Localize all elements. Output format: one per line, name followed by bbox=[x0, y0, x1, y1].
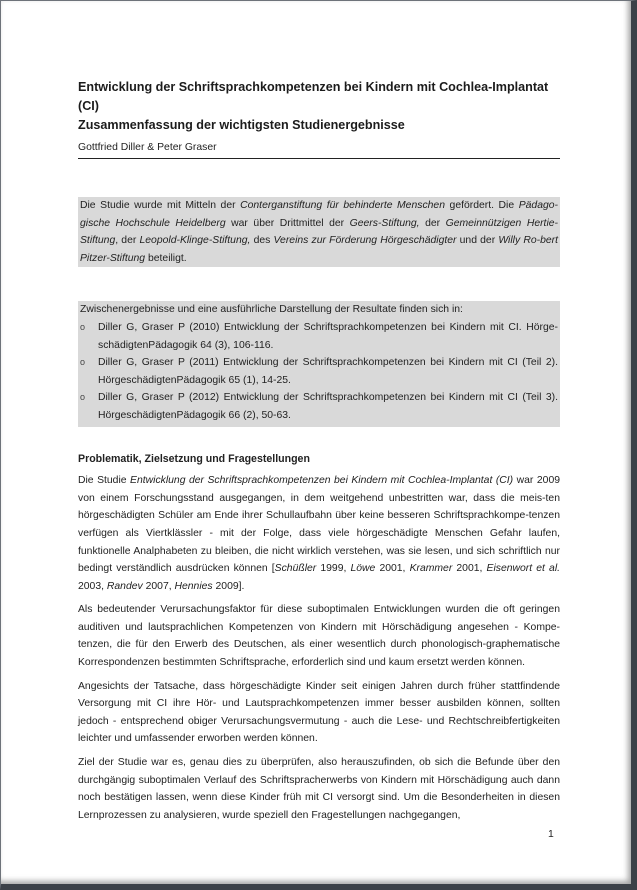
references-box bbox=[78, 301, 560, 426]
funding-sponsor: Pädago-gische Hochschule Heidelberg bbox=[80, 200, 558, 229]
bullet-icon: o bbox=[80, 392, 86, 403]
reference-item bbox=[80, 389, 558, 424]
reference-item bbox=[80, 319, 558, 354]
paragraph-4: Ziel der Studie war es, genau dies zu überprüfen, also herauszufinden, ob sich die Befunde über den durchgängig suboptimalen Verlauf des Schriftspracherwerbs von Kindern mit Hörschädigung auch dann noch bestätigen lassen, wenn diese Kinder früh mit CI versorgt sind. Um die Besonderheiten in diesen Lernprozessen zu analysieren, wurde speziell den Fragestellungen nachgegangen, bbox=[78, 757, 560, 821]
funding-text: des bbox=[250, 235, 274, 247]
reference-item bbox=[80, 354, 558, 389]
funding-sponsor: Willy Ro-bert Pitzer-Stiftung bbox=[80, 235, 558, 264]
funding-sponsor: Geers-Stiftung, bbox=[349, 217, 420, 229]
paragraph-text: 2001, bbox=[375, 563, 410, 575]
title-line-2: Zusammenfassung der wichtigsten Studienergebnisse bbox=[78, 118, 405, 132]
citation-author: Randev bbox=[106, 580, 143, 592]
funding-text: und der bbox=[456, 235, 499, 247]
page-number: 1 bbox=[548, 829, 554, 840]
funding-text: gefördert. Die bbox=[444, 200, 519, 211]
citation-author: Hennies bbox=[174, 580, 213, 592]
paragraph-text: war 2009 von einem Forschungsstand ausgegangen, in dem weitgehend unbestritten war, dass die meis-ten hörgeschädigten Schüler am Ende ihrer Schullaufbahn über keine besseren Schriftsprachkompe-tenzen verfügen als Viertklässler - mit der Folge, dass viele hörgeschädigte Menschen Gefahr laufen, funktionelle Analphabeten zu bleiben, die nicht wirklich verstehen, was sie lesen, und sich schriftlich nur bedingt verständlich ausdrücken können [ bbox=[78, 475, 561, 575]
paragraph-text: 2009]. bbox=[212, 580, 245, 592]
section-heading: Problematik, Zielsetzung und Fragestellungen bbox=[78, 452, 310, 465]
references-intro: Zwischenergebnisse und eine ausführliche Darstellung der Resultate finden sich in: bbox=[80, 304, 463, 316]
reference-text: Diller G, Graser P (2012) Entwicklung der Schriftsprachkompetenzen bei Kindern mit CI (Teil 3). HörgeschädigtenPädagogik 66 (2), 50-63. bbox=[98, 392, 558, 421]
funding-sponsor: Gemeinnützigen Hertie-Stiftung bbox=[80, 217, 558, 247]
paragraph-text: 2007, bbox=[142, 580, 175, 592]
citation-author: Eisenwort et al. bbox=[486, 563, 561, 575]
citation-author: Löwe bbox=[350, 563, 376, 575]
reference-text: Diller G, Graser P (2011) Entwicklung der Schriftsprachkompetenzen bei Kindern mit CI (Teil 2). HörgeschädigtenPädagogik 65 (1), 14-25. bbox=[98, 357, 558, 386]
funding-note bbox=[78, 197, 560, 267]
funding-text: der bbox=[419, 217, 446, 229]
paragraph-1 bbox=[78, 472, 560, 595]
document-page bbox=[78, 78, 560, 824]
funding-text: Die Studie wurde mit Mitteln der bbox=[80, 200, 241, 211]
paragraph-2: Als bedeutender Verursachungsfaktor für diese suboptimalen Entwicklungen wurden die oft geringen auditiven und lautsprachlichen Kompetenzen von Kindern mit Hörschädigung angesehen - Kompe-tenzen, die für den Erwerb des Deutschen, als einer wesentlich durch phonologisch-graphematische Korrespondenzen bestimmten Schriftsprache, erforderlich sind und kaum ersetzt werden können. bbox=[78, 604, 560, 669]
paragraph-text: Die Studie bbox=[78, 475, 131, 487]
funding-text: beteiligt. bbox=[145, 252, 187, 264]
citation-author: Schüßler bbox=[274, 563, 317, 575]
funding-text: , der bbox=[115, 235, 140, 247]
funding-sponsor: Leopold-Klinge-Stiftung, bbox=[139, 235, 251, 247]
study-title: Entwicklung der Schriftsprachkompetenzen bei Kindern mit Cochlea-Implantat (CI) bbox=[130, 475, 514, 487]
paragraph-text: 1999, bbox=[316, 563, 351, 575]
references-list bbox=[80, 319, 558, 425]
bullet-icon: o bbox=[80, 321, 86, 332]
authors: Gottfried Diller & Peter Graser bbox=[78, 141, 560, 159]
paragraph-text: 2001, bbox=[452, 563, 487, 575]
paragraph-3: Angesichts der Tatsache, dass hörgeschädigte Kinder seit einigen Jahren durch früher stattfindende Versorgung mit CI ihre Hör- und Lautsprachkompetenzen immer besser ausbilden können, sollten jedoch - entsprechend obiger Verursachungsvermutung - auch die Lese- und Rechtschreibfertigkeiten leichter und umfassender erworben werden können. bbox=[78, 680, 560, 745]
paragraph-text: 2003, bbox=[78, 580, 107, 592]
citation-author: Krammer bbox=[409, 563, 453, 575]
funding-sponsor: Vereins zur Förderung Hörgeschädigter bbox=[273, 235, 457, 247]
bullet-icon: o bbox=[80, 357, 86, 368]
document-title bbox=[78, 78, 560, 135]
funding-text: war über Drittmittel der bbox=[225, 217, 350, 229]
reference-text: Diller G, Graser P (2010) Entwicklung der Schriftsprachkompetenzen bei Kindern mit CI. Hörge-schädigtenPädagogik 64 (3), 106-116. bbox=[98, 321, 558, 351]
funding-sponsor: Conterganstiftung für behinderte Menschen bbox=[240, 200, 445, 211]
title-line-1: Entwicklung der Schriftsprachkompetenzen bei Kindern mit Cochlea-Implantat (CI) bbox=[78, 80, 549, 113]
